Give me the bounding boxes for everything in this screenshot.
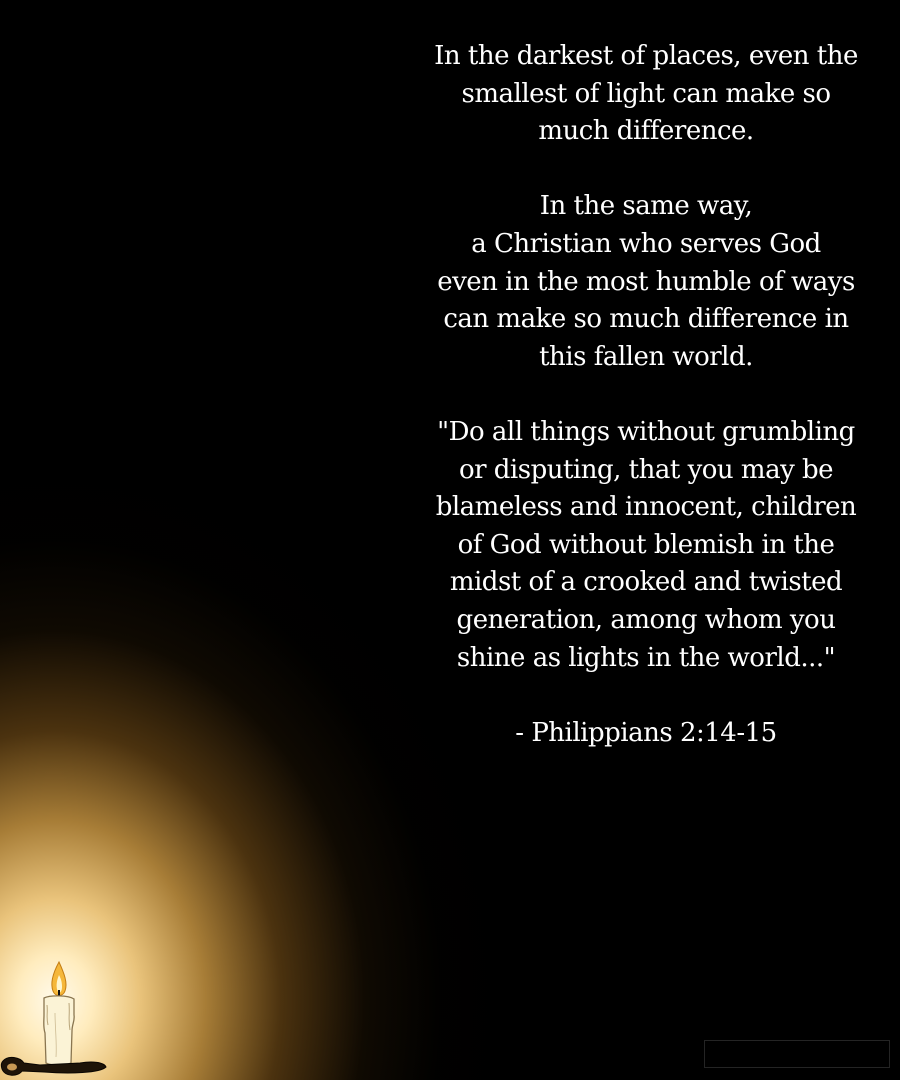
quote-line: midst of a crooked and twisted bbox=[449, 567, 843, 598]
message-line: smallest of light can make so bbox=[461, 78, 831, 109]
message-paragraph-2 bbox=[428, 188, 864, 376]
verse-attribution: - Philippians 2:14-15 bbox=[515, 717, 777, 748]
message-line: much difference. bbox=[538, 116, 754, 147]
quote-line: or disputing, that you may be bbox=[458, 454, 834, 485]
watermark-box bbox=[704, 1040, 890, 1068]
scripture-message bbox=[428, 38, 864, 752]
message-line: In the darkest of places, even the bbox=[434, 41, 858, 71]
verse-attribution-paragraph bbox=[428, 715, 864, 753]
candle-icon bbox=[0, 955, 120, 1080]
message-line: this fallen world. bbox=[539, 341, 753, 372]
message-line: even in the most humble of ways bbox=[437, 266, 855, 297]
message-line: can make so much difference in bbox=[443, 304, 849, 335]
quote-line: generation, among whom you bbox=[456, 604, 836, 635]
message-line: a Christian who serves God bbox=[471, 228, 821, 259]
bible-quote bbox=[428, 414, 864, 677]
quote-line: blameless and innocent, children bbox=[435, 492, 857, 523]
quote-line: shine as lights in the world..." bbox=[456, 642, 836, 673]
quote-line: of God without blemish in the bbox=[457, 529, 835, 560]
message-paragraph-1 bbox=[428, 38, 864, 151]
quote-line: "Do all things without grumbling bbox=[437, 416, 855, 447]
message-line: In the same way, bbox=[539, 191, 753, 222]
flame-icon bbox=[52, 962, 66, 999]
